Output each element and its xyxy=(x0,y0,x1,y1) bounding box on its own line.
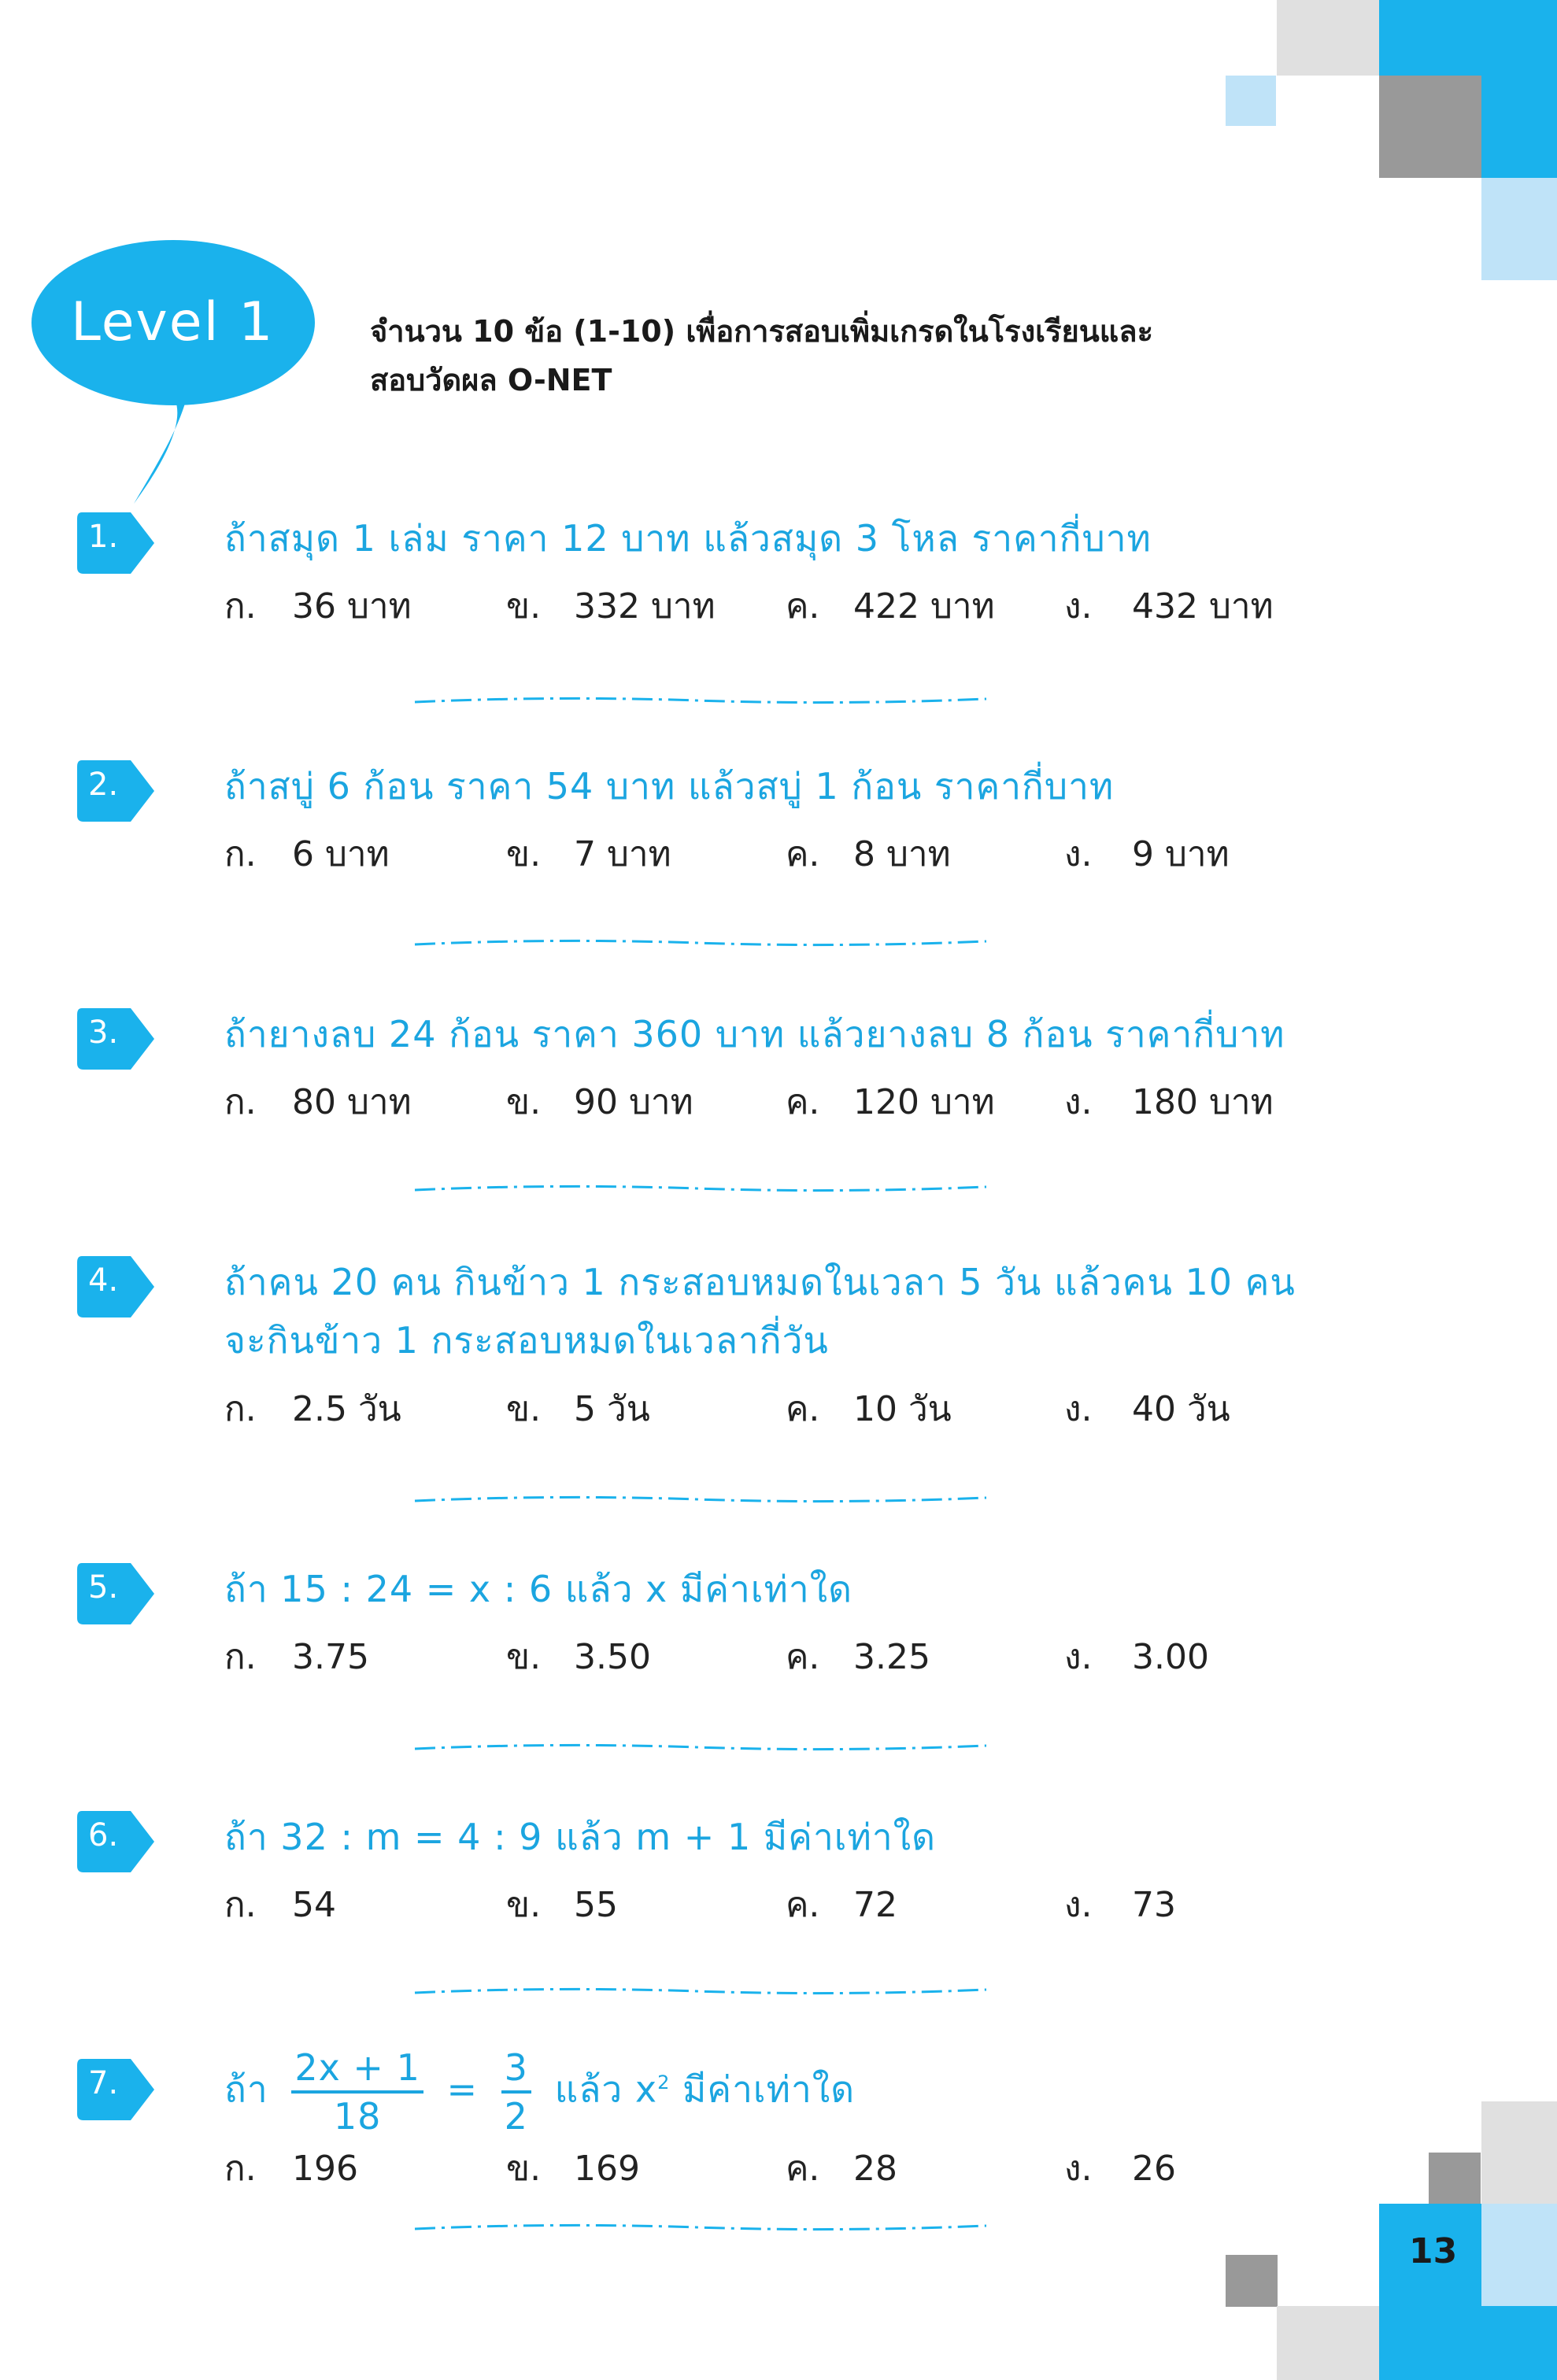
question-text xyxy=(224,2046,1366,2138)
choice-label: ข. xyxy=(506,1082,542,1122)
choice-c xyxy=(786,1381,952,1436)
choice-c xyxy=(786,1074,995,1129)
choice-c xyxy=(786,1877,897,1932)
intro-line: สอบวัดผล O-NET xyxy=(370,363,612,397)
answer-line xyxy=(413,1983,988,1999)
choice-a xyxy=(224,578,412,634)
choice-a xyxy=(224,1074,412,1129)
choice-value: 73 xyxy=(1132,1885,1176,1925)
choice-d xyxy=(1064,1877,1176,1932)
question-number: 4. xyxy=(88,1262,119,1299)
decor-square xyxy=(1277,2306,1379,2380)
answer-line xyxy=(413,693,988,708)
choice-label: ก. xyxy=(224,1389,257,1429)
choice-label: ง. xyxy=(1064,2149,1093,2189)
choice-label: ข. xyxy=(506,586,542,626)
choice-a xyxy=(224,1877,336,1932)
choices-row xyxy=(224,826,1405,874)
choice-b xyxy=(506,578,716,634)
choice-value: 432 บาท xyxy=(1132,586,1274,626)
decor-square xyxy=(1226,2255,1278,2307)
choice-d xyxy=(1064,1074,1274,1129)
choice-value: 8 บาท xyxy=(853,834,951,874)
choice-value: 7 บาท xyxy=(574,834,671,874)
choice-c xyxy=(786,1629,930,1684)
choices-row xyxy=(224,1629,1405,1676)
question-text: ถ้ายางลบ 24 ก้อน ราคา 360 บาท แล้วยางลบ 8 ก้อน ราคากี่บาท xyxy=(224,1013,1285,1055)
decor-square xyxy=(1429,2153,1481,2204)
choice-label: ก. xyxy=(224,1082,257,1122)
choices-row xyxy=(224,1877,1405,1924)
choice-d xyxy=(1064,578,1274,634)
choice-c xyxy=(786,826,951,881)
question-text xyxy=(224,1253,1366,1369)
choice-label: ก. xyxy=(224,2149,257,2189)
choice-b xyxy=(506,1629,651,1684)
decor-square xyxy=(1226,76,1276,126)
choice-d xyxy=(1064,2141,1176,2196)
decor-square xyxy=(1481,2306,1557,2380)
question-text: ถ้า 32 : m = 4 : 9 แล้ว m + 1 มีค่าเท่าใด xyxy=(224,1816,936,1858)
choice-value: 120 บาท xyxy=(853,1082,995,1122)
choice-d xyxy=(1064,826,1230,881)
choice-d xyxy=(1064,1381,1230,1436)
question-number: 2. xyxy=(88,767,119,803)
fraction xyxy=(501,2046,531,2138)
choice-b xyxy=(506,1877,618,1932)
choice-b xyxy=(506,826,671,881)
fraction-numerator: 2x + 1 xyxy=(291,2049,423,2094)
choice-value: 55 xyxy=(574,1885,618,1925)
choice-label: ค. xyxy=(786,1637,820,1677)
answer-line xyxy=(413,1491,988,1507)
choice-value: 169 xyxy=(574,2149,640,2189)
choice-value: 3.25 xyxy=(853,1637,930,1677)
choice-label: ง. xyxy=(1064,1389,1093,1429)
choice-label: ค. xyxy=(786,1082,820,1122)
question-text: ถ้าสบู่ 6 ก้อน ราคา 54 บาท แล้วสบู่ 1 ก้อน ราคากี่บาท xyxy=(224,765,1115,808)
choice-b xyxy=(506,1074,693,1129)
choice-label: ก. xyxy=(224,1637,257,1677)
choice-c xyxy=(786,578,995,634)
answer-line xyxy=(413,1739,988,1755)
choice-value: 9 บาท xyxy=(1132,834,1230,874)
answer-line xyxy=(413,1181,988,1196)
choice-value: 80 บาท xyxy=(292,1082,412,1122)
choice-value: 3.75 xyxy=(292,1637,369,1677)
answer-line xyxy=(413,2219,988,2235)
choice-a xyxy=(224,1381,401,1436)
choice-value: 196 xyxy=(292,2149,358,2189)
fraction-numerator: 3 xyxy=(501,2049,531,2094)
choice-label: ข. xyxy=(506,834,542,874)
choice-d xyxy=(1064,1629,1209,1684)
choice-a xyxy=(224,826,390,881)
choice-value: 332 บาท xyxy=(574,586,716,626)
choices-row xyxy=(224,578,1405,626)
choice-label: ข. xyxy=(506,1885,542,1925)
intro-text xyxy=(370,307,1315,405)
decor-square xyxy=(1277,0,1381,76)
choice-label: ค. xyxy=(786,2149,820,2189)
choice-label: ก. xyxy=(224,834,257,874)
choice-value: 36 บาท xyxy=(292,586,412,626)
choice-label: ค. xyxy=(786,834,820,874)
choice-c xyxy=(786,2141,897,2196)
choice-label: ง. xyxy=(1064,586,1093,626)
choice-label: ข. xyxy=(506,2149,542,2189)
choice-label: ก. xyxy=(224,1885,257,1925)
choice-value: 2.5 วัน xyxy=(292,1389,401,1429)
choice-value: 90 บาท xyxy=(574,1082,693,1122)
question-text: ถ้าสมุด 1 เล่ม ราคา 12 บาท แล้วสมุด 3 โหล ราคากี่บาท xyxy=(224,517,1152,560)
question-number: 1. xyxy=(88,519,119,555)
question-text-suffix: มีค่าเท่าใด xyxy=(682,2068,856,2111)
decor-square xyxy=(1481,178,1557,280)
question-number: 7. xyxy=(88,2065,119,2101)
choice-label: ค. xyxy=(786,586,820,626)
question-number: 6. xyxy=(88,1817,119,1853)
page-number: 13 xyxy=(1409,2231,1458,2271)
choice-value: 40 วัน xyxy=(1132,1389,1230,1429)
choice-value: 3.50 xyxy=(574,1637,651,1677)
question-text-prefix: ถ้า xyxy=(224,2068,268,2111)
decor-square xyxy=(1379,2204,1481,2380)
choice-label: ง. xyxy=(1064,1885,1093,1925)
choice-label: ข. xyxy=(506,1637,542,1677)
question-text-line: จะกินข้าว 1 กระสอบหมดในเวลากี่วัน xyxy=(224,1319,829,1362)
choice-label: ง. xyxy=(1064,1082,1093,1122)
equals-sign: = xyxy=(446,2068,479,2111)
choice-value: 54 xyxy=(292,1885,336,1925)
decor-square xyxy=(1481,2101,1557,2204)
choice-value: 72 xyxy=(853,1885,897,1925)
choice-a xyxy=(224,2141,358,2196)
decor-square xyxy=(1379,76,1481,178)
choices-row xyxy=(224,1381,1405,1428)
choice-value: 6 บาท xyxy=(292,834,390,874)
choice-a xyxy=(224,1629,369,1684)
intro-line: จำนวน 10 ข้อ (1-10) เพื่อการสอบเพิ่มเกรดในโรงเรียนและ xyxy=(370,314,1153,349)
choice-b xyxy=(506,1381,650,1436)
fraction xyxy=(291,2046,423,2138)
level-label: Level 1 xyxy=(71,291,275,353)
question-text-middle: แล้ว x xyxy=(554,2068,658,2111)
choices-row xyxy=(224,2141,1405,2188)
choice-value: 422 บาท xyxy=(853,586,995,626)
question-text-line: ถ้าคน 20 คน กินข้าว 1 กระสอบหมดในเวลา 5 วัน แล้วคน 10 คน xyxy=(224,1261,1296,1303)
choice-value: 3.00 xyxy=(1132,1637,1209,1677)
decor-square xyxy=(1481,2204,1557,2306)
choice-label: ค. xyxy=(786,1389,820,1429)
exponent: 2 xyxy=(657,2071,671,2094)
choice-value: 26 xyxy=(1132,2149,1176,2189)
choice-value: 5 วัน xyxy=(574,1389,650,1429)
question-number: 5. xyxy=(88,1569,119,1606)
speech-bubble-shape xyxy=(31,240,331,508)
choice-value: 28 xyxy=(853,2149,897,2189)
fraction-denominator: 2 xyxy=(504,2095,528,2138)
choice-label: ก. xyxy=(224,586,257,626)
choice-label: ง. xyxy=(1064,834,1093,874)
fraction-denominator: 18 xyxy=(333,2095,382,2138)
choice-label: ค. xyxy=(786,1885,820,1925)
question-number: 3. xyxy=(88,1014,119,1051)
answer-line xyxy=(413,935,988,951)
choices-row xyxy=(224,1074,1405,1122)
choice-label: ข. xyxy=(506,1389,542,1429)
choice-value: 10 วัน xyxy=(853,1389,952,1429)
question-text: ถ้า 15 : 24 = x : 6 แล้ว x มีค่าเท่าใด xyxy=(224,1568,853,1610)
choice-label: ง. xyxy=(1064,1637,1093,1677)
choice-b xyxy=(506,2141,640,2196)
choice-value: 180 บาท xyxy=(1132,1082,1274,1122)
